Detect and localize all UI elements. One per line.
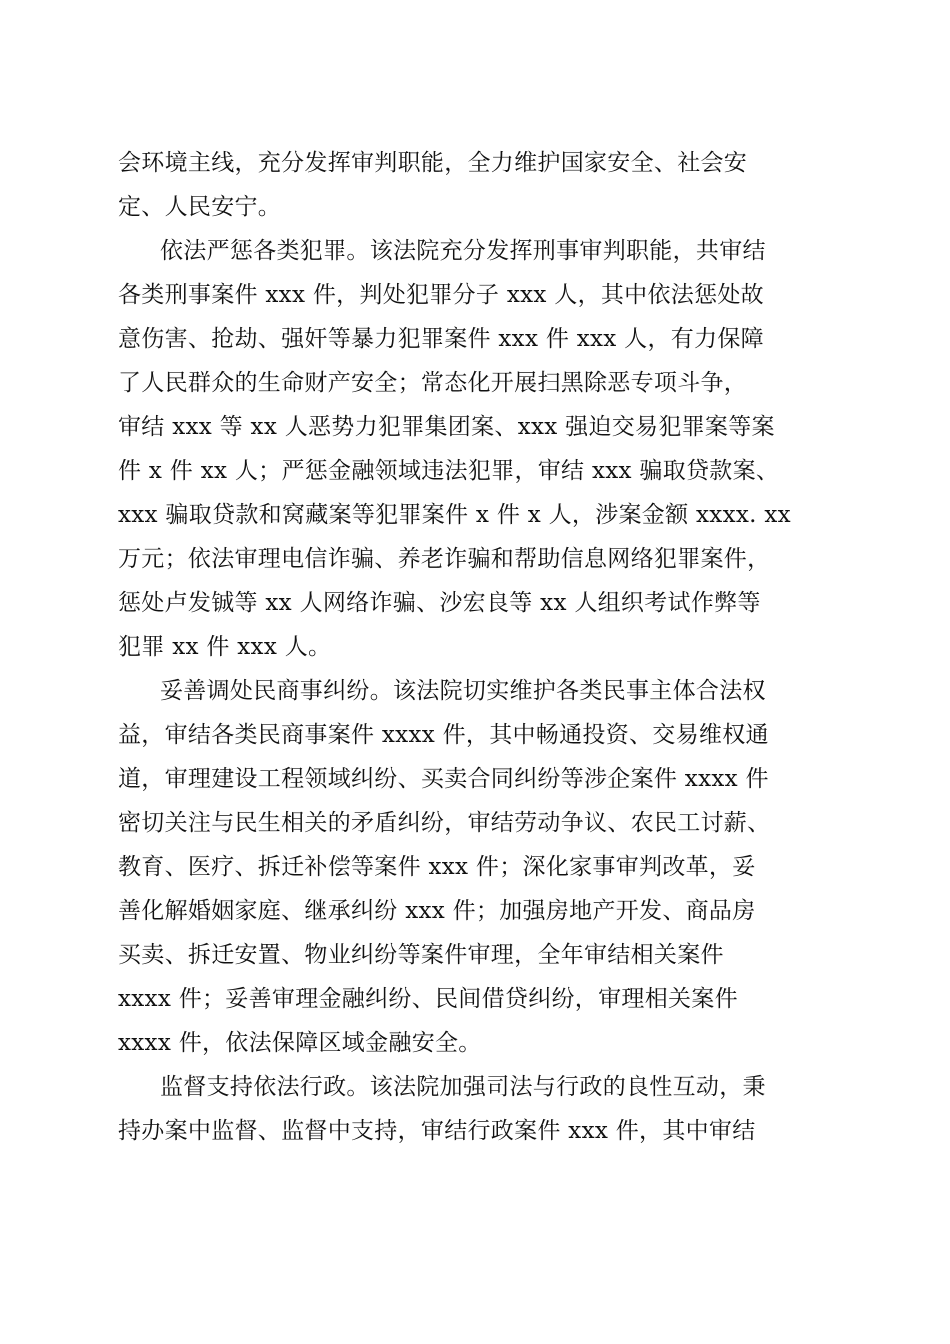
paragraph-first-line: 妥善调处民商事纠纷。该法院切实维护各类民事主体合法权 (160, 678, 766, 704)
text-line: 审结 xxx 等 xx 人恶势力犯罪集团案、xxx 强迫交易犯罪案等案 (118, 414, 775, 440)
text-line: xxx 骗取贷款和窝藏案等犯罪案件 x 件 x 人，涉案金额 xxxx. xx (118, 502, 791, 528)
text-line: xxxx 件；妥善审理金融纠纷、民间借贷纠纷，审理相关案件 (118, 986, 738, 1012)
text-line: 意伤害、抢劫、强奸等暴力犯罪案件 xxx 件 xxx 人，有力保障 (118, 326, 764, 352)
text-line: 惩处卢发铖等 xx 人网络诈骗、沙宏良等 xx 人组织考试作弊等 (118, 590, 761, 616)
paragraph-first-line: 监督支持依法行政。该法院加强司法与行政的良性互动，秉 (160, 1074, 766, 1100)
text-line: 持办案中监督、监督中支持，审结行政案件 xxx 件，其中审结 (118, 1118, 756, 1144)
text-line: 善化解婚姻家庭、继承纠纷 xxx 件；加强房地产开发、商品房 (118, 898, 756, 924)
text-line: 了人民群众的生命财产安全；常态化开展扫黑除恶专项斗争， (118, 370, 748, 396)
text-line: 密切关注与民生相关的矛盾纠纷，审结劳动争议、农民工讨薪、 (118, 810, 771, 836)
text-line: 益，审结各类民商事案件 xxxx 件，其中畅通投资、交易维权通 (118, 722, 769, 748)
text-line: 件 x 件 xx 人；严惩金融领域违法犯罪，审结 xxx 骗取贷款案、 (118, 458, 780, 484)
text-line: 教育、医疗、拆迁补偿等案件 xxx 件；深化家事审判改革，妥 (118, 854, 756, 880)
text-line: 各类刑事案件 xxx 件，判处犯罪分子 xxx 人，其中依法惩处故 (118, 282, 764, 308)
text-line: 定、人民安宁。 (118, 194, 282, 220)
text-line: 万元；依法审理电信诈骗、养老诈骗和帮助信息网络犯罪案件， (118, 546, 771, 572)
text-line: 买卖、拆迁安置、物业纠纷等案件审理，全年审结相关案件 (118, 942, 724, 968)
text-line: xxxx 件，依法保障区域金融安全。 (118, 1030, 482, 1056)
text-line: 犯罪 xx 件 xxx 人。 (118, 634, 332, 660)
paragraph-first-line: 依法严惩各类犯罪。该法院充分发挥刑事审判职能，共审结 (160, 238, 766, 264)
text-line: 道，审理建设工程领域纠纷、买卖合同纠纷等涉企案件 xxxx 件 (118, 766, 769, 792)
text-line: 会环境主线，充分发挥审判职能，全力维护国家安全、社会安 (118, 150, 748, 176)
